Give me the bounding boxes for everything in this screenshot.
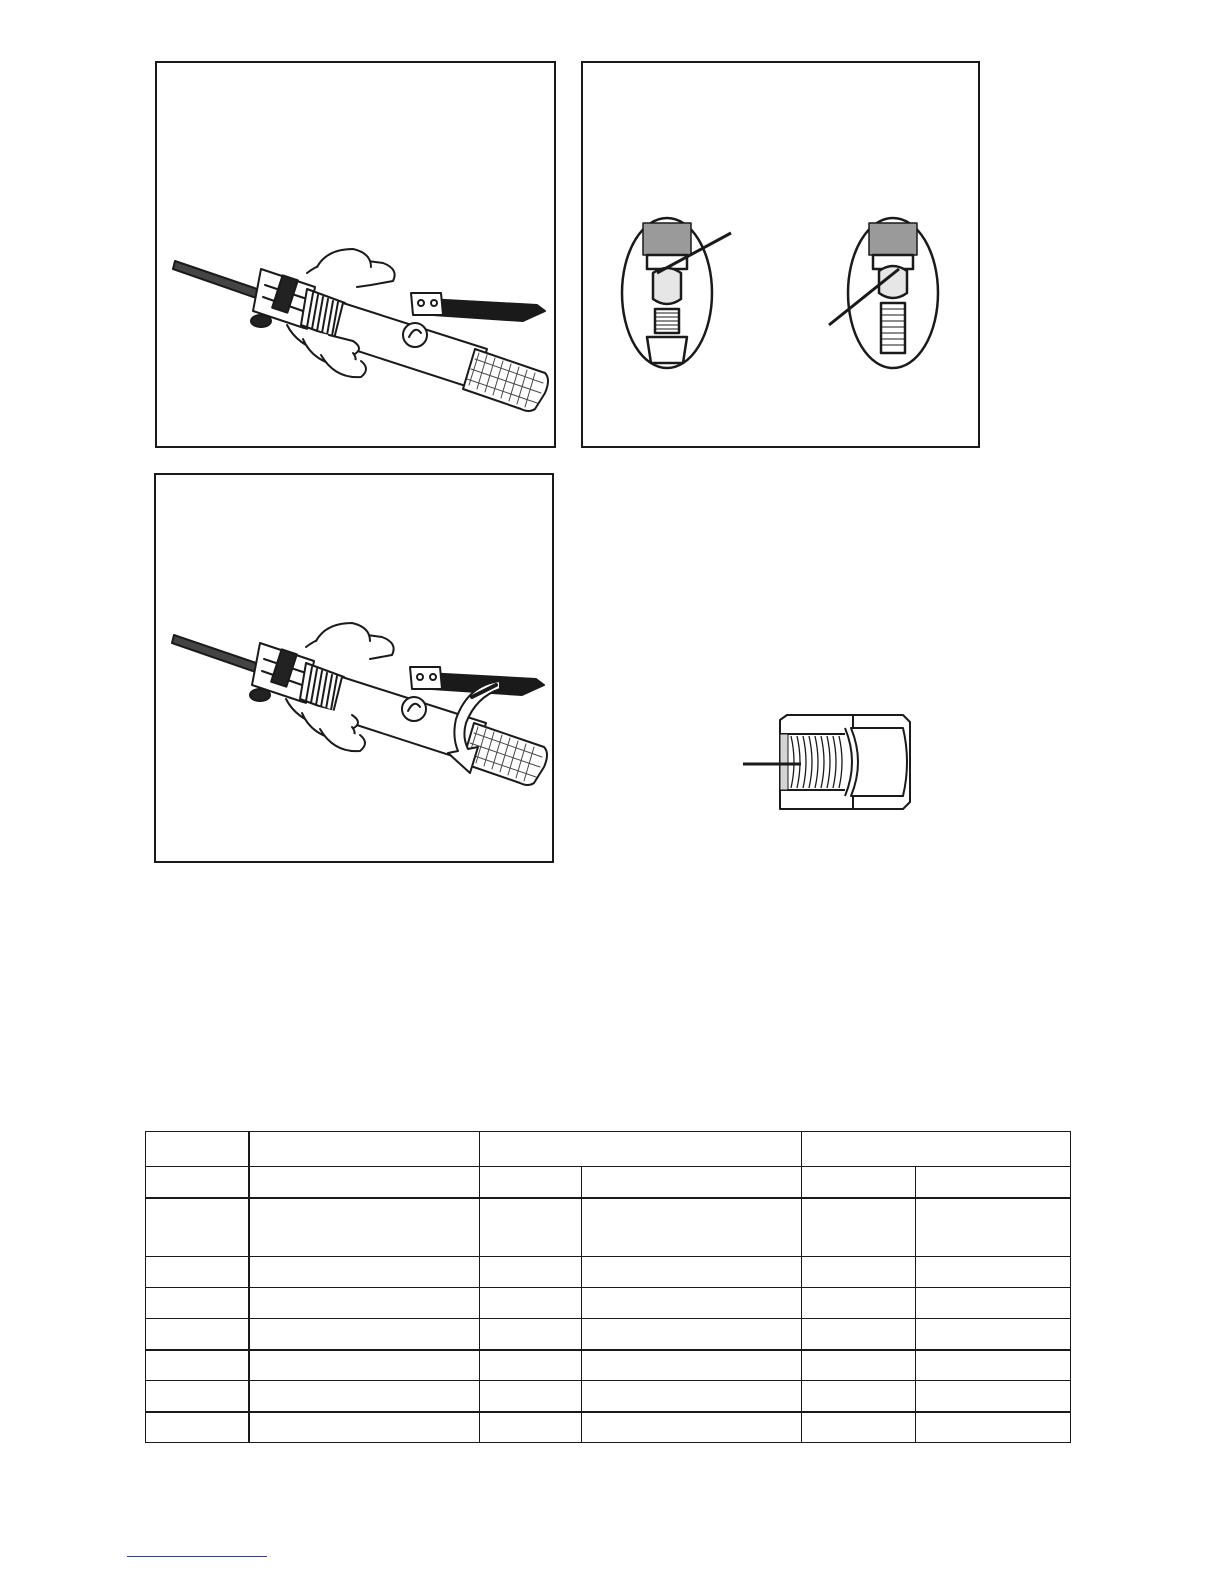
figure-threaded-fitting bbox=[735, 712, 920, 814]
table-cell bbox=[249, 1288, 480, 1319]
table-cell bbox=[249, 1319, 480, 1350]
table-cell bbox=[916, 1288, 1071, 1319]
table-cell bbox=[480, 1167, 582, 1198]
table-subheader-row bbox=[146, 1167, 1071, 1198]
figure-rotate-release bbox=[154, 473, 554, 863]
table-row bbox=[146, 1257, 1071, 1288]
table-row bbox=[146, 1350, 1071, 1381]
table-cell bbox=[582, 1350, 802, 1381]
table-cell bbox=[802, 1257, 916, 1288]
table-cell bbox=[916, 1198, 1071, 1257]
table-row bbox=[146, 1288, 1071, 1319]
table-cell bbox=[582, 1381, 802, 1412]
table-cell bbox=[582, 1319, 802, 1350]
table-cell bbox=[802, 1381, 916, 1412]
threaded-fitting-illustration bbox=[735, 712, 920, 814]
table-cell bbox=[480, 1198, 582, 1257]
table-cell bbox=[146, 1381, 249, 1412]
figure-jaw-detail bbox=[581, 61, 980, 448]
table-cell bbox=[249, 1198, 480, 1257]
table-cell bbox=[249, 1412, 480, 1443]
table-cell bbox=[916, 1381, 1071, 1412]
table-cell bbox=[146, 1412, 249, 1443]
table-cell bbox=[802, 1132, 1071, 1167]
table-cell bbox=[916, 1257, 1071, 1288]
crimp-tool-illustration bbox=[157, 63, 554, 446]
table-cell bbox=[916, 1350, 1071, 1381]
table-cell bbox=[480, 1319, 582, 1350]
table-cell bbox=[582, 1167, 802, 1198]
table-cell bbox=[802, 1319, 916, 1350]
table-cell bbox=[480, 1350, 582, 1381]
table-cell bbox=[146, 1257, 249, 1288]
table-cell bbox=[480, 1132, 802, 1167]
table-cell bbox=[480, 1257, 582, 1288]
table-cell bbox=[249, 1132, 480, 1167]
table-row bbox=[146, 1381, 1071, 1412]
table-header-row bbox=[146, 1132, 1071, 1167]
table-row bbox=[146, 1319, 1071, 1350]
table-cell bbox=[249, 1381, 480, 1412]
footer-link-underline[interactable] bbox=[127, 1556, 267, 1557]
table-cell bbox=[582, 1257, 802, 1288]
table-cell bbox=[802, 1288, 916, 1319]
table-cell bbox=[480, 1381, 582, 1412]
table-cell bbox=[146, 1319, 249, 1350]
table-row bbox=[146, 1412, 1071, 1443]
table-cell bbox=[146, 1167, 249, 1198]
table-cell bbox=[249, 1167, 480, 1198]
jaw-detail-illustration bbox=[583, 63, 978, 446]
table-cell bbox=[802, 1167, 916, 1198]
table-cell bbox=[582, 1412, 802, 1443]
specification-table bbox=[145, 1131, 1071, 1443]
table-cell bbox=[802, 1350, 916, 1381]
table-cell bbox=[146, 1132, 249, 1167]
table-row bbox=[146, 1198, 1071, 1257]
table-cell bbox=[802, 1412, 916, 1443]
table-cell bbox=[916, 1412, 1071, 1443]
table-cell bbox=[480, 1412, 582, 1443]
table-cell bbox=[802, 1198, 916, 1257]
table-cell bbox=[480, 1288, 582, 1319]
table-cell bbox=[582, 1288, 802, 1319]
figure-tool-grip bbox=[155, 61, 556, 448]
table-cell bbox=[146, 1350, 249, 1381]
table-cell bbox=[146, 1288, 249, 1319]
table-cell bbox=[146, 1198, 249, 1257]
crimp-tool-rotate-illustration bbox=[156, 475, 552, 861]
table-cell bbox=[249, 1350, 480, 1381]
table-cell bbox=[249, 1257, 480, 1288]
table-cell bbox=[916, 1167, 1071, 1198]
table-cell bbox=[582, 1198, 802, 1257]
table-cell bbox=[916, 1319, 1071, 1350]
